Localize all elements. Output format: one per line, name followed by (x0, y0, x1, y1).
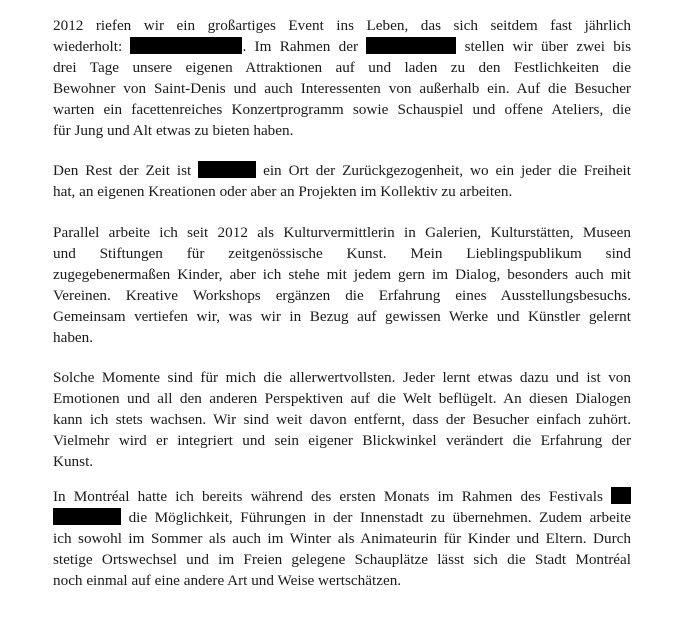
paragraph-event (53, 15, 631, 141)
text-segment: wiederholt: (53, 38, 123, 55)
paragraph-montreal (53, 486, 631, 591)
text-line (53, 486, 631, 507)
redaction-box (198, 161, 256, 178)
text-line: noch einmal auf eine andere Art und Weise wertschätzen. (53, 572, 402, 589)
text-line: 2012 riefen wir ein großartiges Event ins Leben, das sich seitdem fast jährlich (53, 17, 631, 34)
text-line: warten ein facettenreiches Konzertprogramm sowie Schauspiel und offene Ateliers, die (53, 101, 631, 118)
text-segment: . Im Rahmen der (242, 38, 358, 55)
text-line: zugegebenermaßen Kinder, aber ich stehe mit jedem gern im Dialog, besonders auch mit (53, 266, 631, 283)
text-line: stetige Ortswechsel und im Freien gelegene Schauplätze lässt sich die Stadt Montréal (53, 551, 631, 568)
text-line: Emotionen und all den anderen Perspektiven auf die Welt beflügelt. An diesen Dialogen (53, 390, 631, 407)
text-line: Vielmehr wird er integriert und sein eigener Blickwinkel verändert die Erfahrung der (53, 432, 631, 449)
paragraph-rest (53, 160, 631, 202)
text-segment: stellen wir über zwei bis (464, 38, 632, 55)
text-line (53, 160, 631, 181)
text-segment: ein Ort der Zurückgezogenheit, wo ein jeder die Freiheit (263, 162, 632, 179)
text-segment: Den Rest der Zeit ist (53, 162, 192, 179)
redaction-box (53, 508, 121, 525)
text-line: Vereinen. Kreative Workshops ergänzen die Erfahrung eines Ausstellungsbesuchs. (53, 287, 631, 304)
text-line: ich sowohl im Sommer als auch im Winter als Animateurin für Kinder und Eltern. Durch (53, 530, 631, 547)
paragraph-momente (53, 367, 631, 472)
redaction-box (130, 37, 242, 54)
text-line (53, 36, 631, 57)
text-line: drei Tage unsere eigenen Attraktionen auf und laden zu den Festlichkeiten die (53, 59, 631, 76)
text-line: Bewohner von Saint-Denis und auch Interessenten von außerhalb ein. Auf die Besucher (53, 80, 631, 97)
text-line: kann ich stets wachsen. Wir sind weit davon entfernt, dass der Besucher einfach zuhört. (53, 411, 631, 428)
redaction-box (611, 487, 631, 504)
text-line: Gemeinsam vertiefen wir, was wir in Bezug auf gewissen Werke und Künstler gelernt (53, 308, 631, 325)
text-line: Solche Momente sind für mich die allerwertvollsten. Jeder lernt etwas dazu und ist von (53, 369, 631, 386)
text-line: Kunst. (53, 453, 94, 470)
text-line: hat, an eigenen Kreationen oder aber an Projekten im Kollektiv zu arbeiten. (53, 183, 513, 200)
text-line (53, 507, 631, 528)
paragraph-kulturvermittlerin (53, 222, 631, 348)
text-line: für Jung und Alt etwas zu bieten haben. (53, 122, 294, 139)
text-segment: die Möglichkeit, Führungen in der Innenstadt zu übernehmen. Zudem arbeite (128, 509, 631, 526)
text-line: und Stiftungen für zeitgenössische Kunst. Mein Lieblingspublikum sind (53, 245, 631, 262)
text-line: Parallel arbeite ich seit 2012 als Kulturvermittlerin in Galerien, Kulturstätten, Museen (53, 224, 631, 241)
text-line: haben. (53, 329, 94, 346)
redaction-box (366, 37, 456, 54)
text-segment: In Montréal hatte ich bereits während des ersten Monats im Rahmen des Festivals (53, 488, 603, 505)
